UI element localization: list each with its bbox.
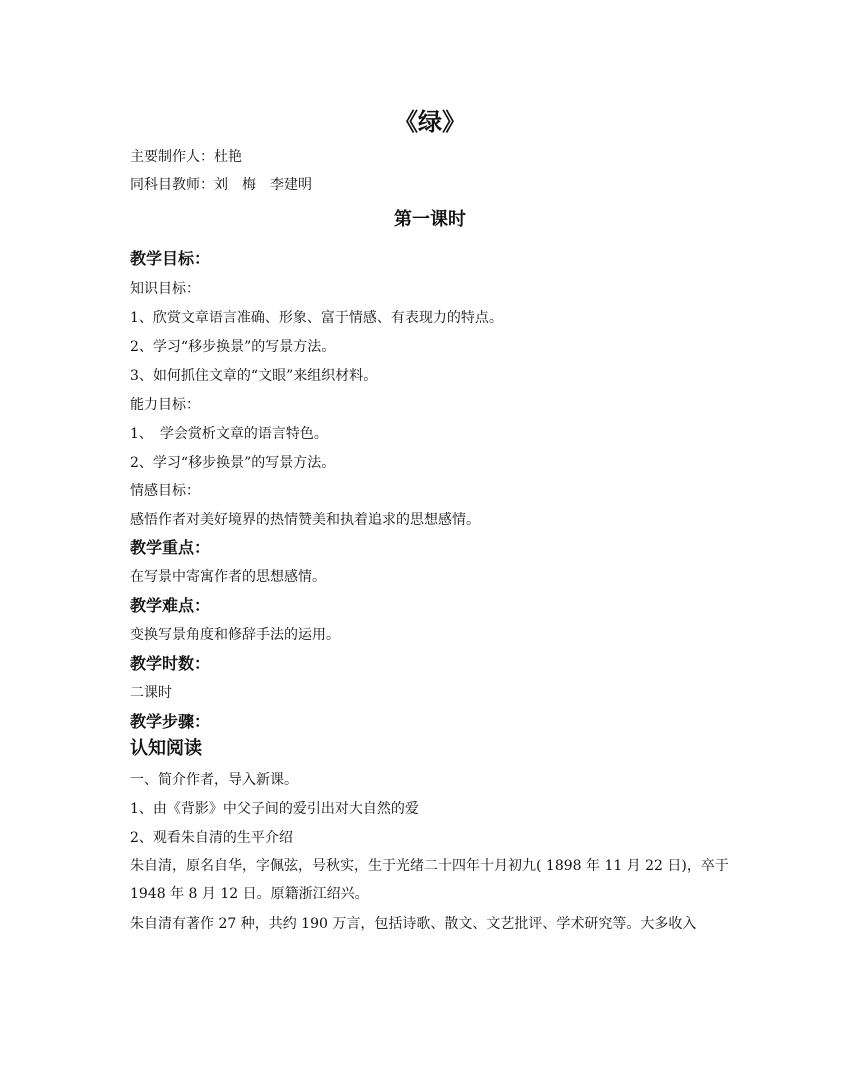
difficulty-text: 变换写景角度和修辞手法的运用。 xyxy=(130,627,340,643)
hours-heading: 教学时数： xyxy=(130,654,211,673)
step-item: 一、简介作者，导入新课。 xyxy=(130,772,298,788)
ability-item: 2、学习“移步换景”的写景方法。 xyxy=(130,455,336,471)
teachers-line: 同科目教师：刘 梅 李建明 xyxy=(130,177,312,193)
knowledge-label: 知识目标： xyxy=(130,281,200,297)
author-line: 主要制作人：杜艳 xyxy=(130,149,242,165)
ability-item: 1、 学会赏析文章的语言特色。 xyxy=(130,426,328,442)
document-title: 《绿》 xyxy=(394,108,466,136)
knowledge-item: 3、如何抓住文章的“文眼”来组织材料。 xyxy=(130,368,378,384)
hours-text: 二课时 xyxy=(130,685,172,701)
emotion-text: 感悟作者对美好境界的热情赞美和执着追求的思想感情。 xyxy=(130,512,480,528)
bio-paragraph-2: 朱自清有著作 27 种，共约 190 万言，包括诗歌、散文、文艺批评、学术研究等。大多收入 xyxy=(130,916,697,932)
section-title: 认知阅读 xyxy=(130,738,202,759)
lesson-title: 第一课时 xyxy=(394,209,466,230)
emotion-label: 情感目标： xyxy=(130,483,200,499)
step-item: 2、观看朱自清的生平介绍 xyxy=(130,830,293,846)
key-point-heading: 教学重点： xyxy=(130,538,211,557)
knowledge-item: 2、学习“移步换景”的写景方法。 xyxy=(130,339,336,355)
difficulty-heading: 教学难点： xyxy=(130,596,211,615)
step-item: 1、由《背影》中父子间的爱引出对大自然的爱 xyxy=(130,801,419,817)
bio-paragraph: 朱自清，原名自华，字佩弦，号秋实，生于光绪二十四年十月初九( 1898 年 11 月 22 日)，卒于 1948 年 8 月 12 日。原籍浙江绍兴。 xyxy=(130,858,729,902)
steps-heading: 教学步骤： xyxy=(130,712,211,731)
key-point-text: 在写景中寄寓作者的思想感情。 xyxy=(130,569,326,585)
ability-label: 能力目标： xyxy=(130,397,200,413)
objectives-heading: 教学目标： xyxy=(130,249,211,268)
knowledge-item: 1、欣赏文章语言准确、形象、富于情感、有表现力的特点。 xyxy=(130,310,503,326)
